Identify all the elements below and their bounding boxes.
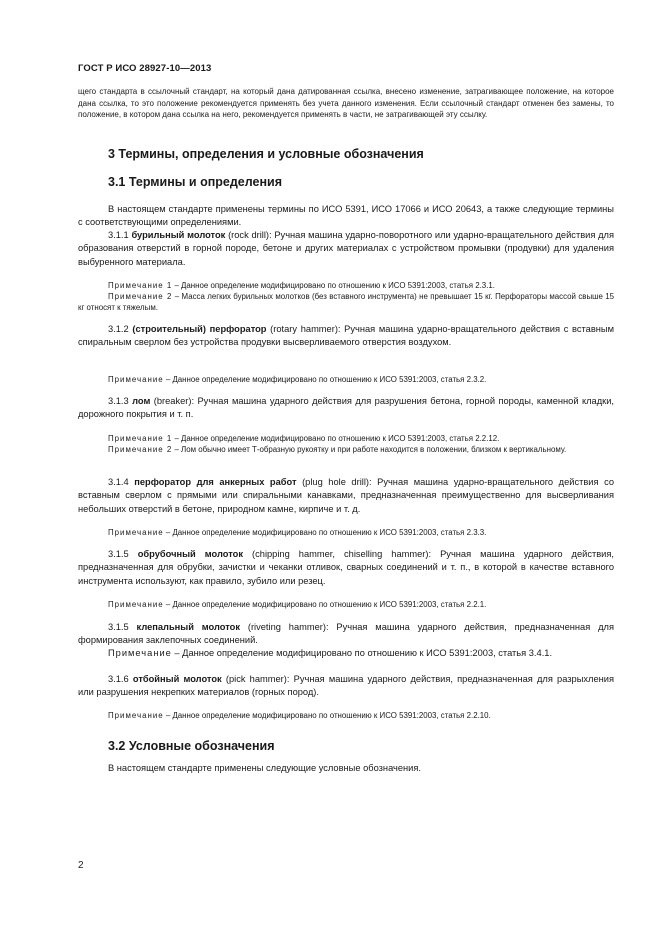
note-text: – Данное определение модифицировано по отношению к ИСО 5391:2003, статья 2.3.2.	[163, 375, 487, 384]
section-3-2-text: В настоящем стандарте применены следующие условные обозначения.	[108, 763, 421, 773]
note-text: – Данное определение модифицировано по отношению к ИСО 5391:2003, статья 2.2.1.	[163, 600, 487, 609]
term-number: 3.1.5	[108, 549, 129, 559]
note	[78, 433, 614, 444]
term-3-1-5-riveting	[78, 621, 614, 648]
term-definition: (pick hammer): Ручная машина ударного действия, предназначенная для разрыхления или разрушения некрепких материалов (горных пород).	[78, 674, 614, 698]
document-header: ГОСТ Р ИСО 28927-10—2013	[78, 63, 212, 74]
term-number: 3.1.1	[108, 230, 129, 240]
note	[78, 599, 614, 610]
term-name: перфоратор для анкерных работ	[134, 477, 297, 487]
term-number: 3.1.6	[108, 674, 129, 684]
note	[78, 710, 614, 721]
term-name: отбойный молоток	[132, 674, 222, 684]
term-name: (строительный) перфоратор	[132, 324, 267, 334]
page-number: 2	[78, 860, 84, 871]
term-name: бурильный молоток	[131, 230, 226, 240]
term-3-1-1	[78, 229, 614, 269]
note-label: Примечание 1	[108, 281, 173, 290]
term-definition: (breaker): Ручная машина ударного действия для разрушения бетона, горной породы, каменной кладки, дорожного покрытия и т. п.	[78, 396, 614, 420]
section-3-1-heading: 3.1 Термины и определения	[108, 175, 282, 189]
term-name: обрубочный молоток	[137, 549, 243, 559]
note-label: Примечание	[108, 600, 164, 609]
note-text: – Лом обычно имеет Т-образную рукоятку и при работе находится в положении, близком к вертикальному.	[172, 445, 567, 454]
note-label: Примечание	[108, 648, 172, 658]
note-label: Примечание	[108, 528, 164, 537]
note-label: Примечание 1	[108, 434, 173, 443]
section-3-1-lead: В настоящем стандарте применены термины по ИСО 5391, ИСО 17066 и ИСО 20643, а также следующие термины с соответствующими определениями.	[78, 204, 614, 228]
term-3-1-5-chipping	[78, 548, 614, 588]
section-3-heading: 3 Термины, определения и условные обозначения	[108, 147, 424, 161]
term-number: 3.1.3	[108, 396, 129, 406]
term-name: лом	[132, 396, 151, 406]
note	[78, 374, 614, 385]
term-number: 3.1.5	[108, 622, 129, 632]
term-definition: (riveting hammer): Ручная машина ударного действия, предназначенная для формирования заклепочных соединений.	[78, 622, 614, 646]
note	[78, 291, 614, 313]
term-definition: (plug hole drill): Ручная машина ударно-вращательного действия со вставным сверлом с прямыми или спиральными канавками, предназначенная преимущественно для высверливания небольших отверстий в бетоне, природном камне, кирпиче и т. д.	[78, 477, 614, 514]
term-name: клепальный молоток	[136, 622, 240, 632]
section-3-2-heading: 3.2 Условные обозначения	[108, 739, 275, 753]
term-definition: (rock drill): Ручная машина ударно-поворотного или ударно-вращательного действия для образования отверстий в горной породе, бетоне и других материалах с устройством промывки (продувки) для удаления выбуренного материала.	[78, 230, 614, 267]
term-3-1-3	[78, 395, 614, 422]
note-label: Примечание	[108, 711, 164, 720]
note	[78, 444, 614, 455]
term-definition: (rotary hammer): Ручная машина ударно-вращательного действия с вставным спиральным сверлом без устройства продувки высверливаемого отверстия воздухом.	[78, 324, 614, 348]
note	[78, 527, 614, 538]
note-label: Примечание	[108, 375, 164, 384]
term-3-1-2	[78, 323, 614, 350]
note-text: – Данное определение модифицировано по отношению к ИСО 5391:2003, статья 2.2.10.	[163, 711, 491, 720]
term-definition: (chipping hammer, chiselling hammer): Ручная машина ударного действия, предназначенная для обрубки, зачистки и чеканки отливок, сварных соединений и т. п., в которой в качестве вставного инструмента используют, как правило, зубило или резец.	[78, 549, 614, 586]
note	[78, 647, 614, 660]
term-number: 3.1.4	[108, 477, 129, 487]
note-label: Примечание 2	[108, 445, 173, 454]
note-text: – Данное определение модифицировано по отношению к ИСО 5391:2003, статья 2.3.3.	[163, 528, 487, 537]
term-3-1-4	[78, 476, 614, 516]
note	[78, 280, 614, 291]
intro-paragraph: щего стандарта в ссылочный стандарт, на который дана датированная ссылка, внесено изменение, затрагивающее положение, на которое дана ссылка, то это положение рекомендуется применять без учета данного изменения. Если ссылочный стандарт отменен без замены, то положение, в котором дана ссылка на него, рекомендуется применять в части, не затрагивающей эту ссылку.	[78, 87, 614, 120]
term-number: 3.1.2	[108, 324, 129, 334]
note-text: – Данное определение модифицировано по отношению к ИСО 5391:2003, статья 2.2.12.	[172, 434, 500, 443]
term-3-1-6	[78, 673, 614, 700]
note-text: – Данное определение модифицировано по отношению к ИСО 5391:2003, статья 3.4.1.	[171, 648, 553, 658]
note-text: – Масса легких бурильных молотков (без вставного инструмента) не превышает 15 кг. Перфораторы массой свыше 15 кг относят к тяжелым.	[78, 292, 614, 313]
note-label: Примечание 2	[108, 292, 173, 301]
note-text: – Данное определение модифицировано по отношению к ИСО 5391:2003, статья 2.3.1.	[172, 281, 495, 290]
